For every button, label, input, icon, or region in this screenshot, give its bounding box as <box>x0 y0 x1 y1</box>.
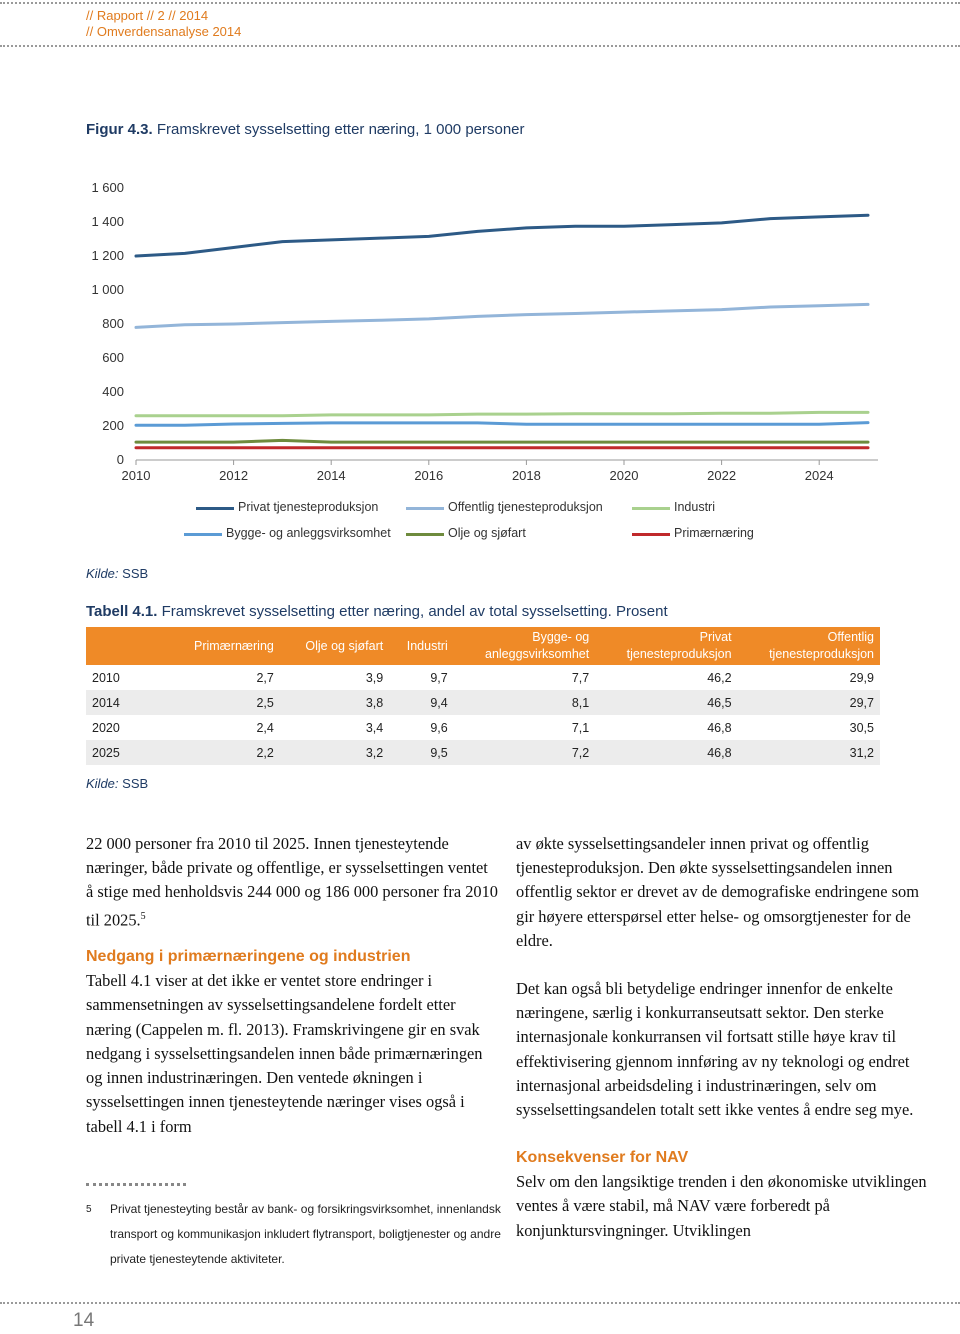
x-tick-label: 2016 <box>414 468 444 482</box>
table-cell: 31,2 <box>738 740 880 765</box>
y-tick-label: 1 600 <box>91 180 124 195</box>
header-line: Privat <box>699 630 732 644</box>
top-dotted-rule <box>0 2 960 4</box>
table-cell: 9,7 <box>430 670 448 685</box>
x-tick-label: 2010 <box>121 468 151 482</box>
header-line: Offentlig <box>827 630 874 644</box>
legend-label: Privat tjenesteproduksjon <box>238 500 379 514</box>
table-cell: 2,7 <box>256 670 274 685</box>
page-number: 14 <box>73 1310 95 1331</box>
table-header-primaer: Primærnæring <box>168 627 280 665</box>
paragraph: Tabell 4.1 viser at det ikke er ventet store endringer i sammensetningen av sysselsettingsandelene fordelt etter næring (Cappelen m. fl. 2013). Framskrivingene gir en svak nedgang i sysselsettingsandelen innen både primærnæringen og innen industrinæringen. Den ventede økningen i sysselsettingen innen tjenesteytende næringer vises også i tabell 4.1 i form <box>86 971 483 1136</box>
table-cell: 46,5 <box>595 690 737 715</box>
y-tick-label: 400 <box>102 384 124 399</box>
table-cell: 46,2 <box>707 670 732 685</box>
table-cell-year: 2020 <box>92 720 120 735</box>
figure-title-text: Framskrevet sysselsetting etter næring, 1 000 personer <box>152 121 525 138</box>
header-analysis-line: // Omverdensanalyse 2014 <box>86 24 242 39</box>
left-column <box>86 832 498 1139</box>
paragraph <box>86 832 498 932</box>
paragraph: Selv om den langsiktige trenden i den økonomiske utviklingen ventes å være stabil, må NAV være forberedt på konjunktursvingninger. Utviklingen <box>516 1172 927 1240</box>
table-header-offentlig <box>738 627 880 665</box>
header-dotted-rule <box>0 45 960 47</box>
table-cell: 7,2 <box>454 740 595 765</box>
table-cell: 7,1 <box>571 720 590 735</box>
legend-swatch <box>184 533 222 536</box>
footnote-dotted-rule <box>86 1183 186 1186</box>
y-tick-label: 800 <box>102 316 124 331</box>
table-row <box>86 715 880 740</box>
figure-source <box>86 566 148 581</box>
table-header-privat <box>595 627 737 665</box>
legend-swatch <box>196 507 234 510</box>
figure-source-text: SSB <box>118 566 149 581</box>
footnote-ref: 5 <box>140 910 146 922</box>
y-tick-label: 1 000 <box>91 282 124 297</box>
footnote-number: 5 <box>86 1204 92 1215</box>
legend-label: Primærnæring <box>674 526 754 540</box>
table-cell: 3,9 <box>365 670 384 685</box>
legend-label: Industri <box>674 500 715 514</box>
table-row <box>86 690 880 715</box>
footer-dotted-rule <box>0 1302 960 1304</box>
table-title <box>86 603 668 620</box>
legend-swatch <box>406 507 444 510</box>
section-heading: Konsekvenser for NAV <box>516 1149 689 1167</box>
series-line-3 <box>136 423 868 426</box>
y-tick-label: 0 <box>116 452 124 467</box>
table-row <box>86 665 880 690</box>
table-cell: 9,4 <box>389 690 454 715</box>
table-label: Tabell 4.1. <box>86 603 158 620</box>
header-report-line: // Rapport // 2 // 2014 <box>86 8 209 23</box>
series-line-2 <box>136 412 868 415</box>
legend-swatch <box>632 507 670 510</box>
table-source-text: SSB <box>118 776 149 791</box>
figure-source-label: Kilde: <box>86 566 119 581</box>
table-cell: 29,9 <box>849 670 874 685</box>
y-tick-label: 1 200 <box>91 248 124 263</box>
series-line-0 <box>136 215 868 256</box>
paragraph: Det kan også bli betydelige endringer innenfor de enkelte næringene, særlig i konkurranseutsatt sektor. Den sterke internasjonale konkurransen vil fortsatt stille høye krav til effektivisering gjennom innføring av ny teknologi og endret internasjonal arbeidsdeling i industrinæringen, selv om sysselsettingsandelen totalt sett ikke ventes å endre seg mye. <box>516 979 914 1120</box>
table-row <box>86 740 880 765</box>
x-tick-label: 2012 <box>219 468 249 482</box>
table-cell: 2,4 <box>256 720 274 735</box>
figure-title <box>86 121 525 138</box>
x-tick-label: 2018 <box>511 468 541 482</box>
figure-label: Figur 4.3. <box>86 121 153 138</box>
table-header-year <box>86 627 168 665</box>
table-cell: 3,2 <box>280 740 389 765</box>
table-source <box>86 776 148 791</box>
table-header-olje: Olje og sjøfart <box>280 627 389 665</box>
x-tick-label: 2022 <box>707 468 737 482</box>
header-line: tjenesteproduksjon <box>769 647 874 661</box>
header-line: Bygge- og <box>532 630 590 644</box>
table-cell: 30,5 <box>849 720 874 735</box>
legend-swatch <box>632 533 670 536</box>
header-line: anleggsvirksomhet <box>485 647 590 661</box>
table-cell: 29,7 <box>738 690 880 715</box>
paragraph: av økte sysselsettingsandeler innen privat og offentlig tjenesteproduksjon. Den økte sysselsettingsandelen innen offentlig sektor er drevet av de demografiske endringene som gir høyere etterspørsel etter helse- og omsorgtjenester for de eldre. <box>516 834 919 950</box>
table-cell: 7,7 <box>571 670 590 685</box>
table-cell: 3,4 <box>365 720 384 735</box>
legend-label: Olje og sjøfart <box>448 526 526 540</box>
paragraph-text: 22 000 personer fra 2010 til 2025. Innen tjenesteytende næringer, både private og offentlige, er sysselsettingen ventet å stige med henholdsvis 244 000 og 186 000 personer fra 2010 til 2025. <box>86 834 498 930</box>
share-table <box>86 627 880 765</box>
table-cell: 2,2 <box>168 740 280 765</box>
table-cell: 9,5 <box>389 740 454 765</box>
series-line-1 <box>136 304 868 327</box>
header-line: tjenesteproduksjon <box>626 647 732 661</box>
table-cell: 3,8 <box>280 690 389 715</box>
table-header-bygge <box>454 627 595 665</box>
series-line-4 <box>136 440 868 442</box>
table-cell: 2,5 <box>168 690 280 715</box>
table-title-text: Framskrevet sysselsetting etter næring, andel av total sysselsetting. Prosent <box>157 603 668 620</box>
x-tick-label: 2020 <box>609 468 639 482</box>
table-cell: 46,8 <box>707 720 732 735</box>
y-tick-label: 600 <box>102 350 124 365</box>
legend-label: Bygge- og anleggsvirksomhet <box>226 526 391 540</box>
legend-swatch <box>406 533 444 536</box>
table-cell: 8,1 <box>454 690 595 715</box>
table-cell-year: 2010 <box>92 670 120 685</box>
x-tick-label: 2014 <box>316 468 346 482</box>
y-tick-label: 1 400 <box>91 214 124 229</box>
section-heading: Nedgang i primærnæringene og industrien <box>86 948 411 966</box>
table-header-row <box>86 627 880 665</box>
right-column <box>516 832 928 1243</box>
table-cell: 46,8 <box>595 740 737 765</box>
table-cell-year: 2014 <box>86 690 168 715</box>
table-source-label: Kilde: <box>86 776 119 791</box>
line-chart <box>86 172 886 482</box>
table-header-industri: Industri <box>389 627 454 665</box>
footnote <box>86 1197 506 1272</box>
y-tick-label: 200 <box>102 418 124 433</box>
footnote-text: Privat tjenesteyting består av bank- og forsikringsvirksomhet, innenlandsk transport og kommunikasjon inkludert flytransport, boligtjenester og andre private tjenesteytende aktiviteter. <box>110 1202 501 1266</box>
legend-label: Offentlig tjenesteproduksjon <box>448 500 603 514</box>
table-cell: 9,6 <box>430 720 448 735</box>
x-tick-label: 2024 <box>804 468 834 482</box>
table-cell-year: 2025 <box>86 740 168 765</box>
